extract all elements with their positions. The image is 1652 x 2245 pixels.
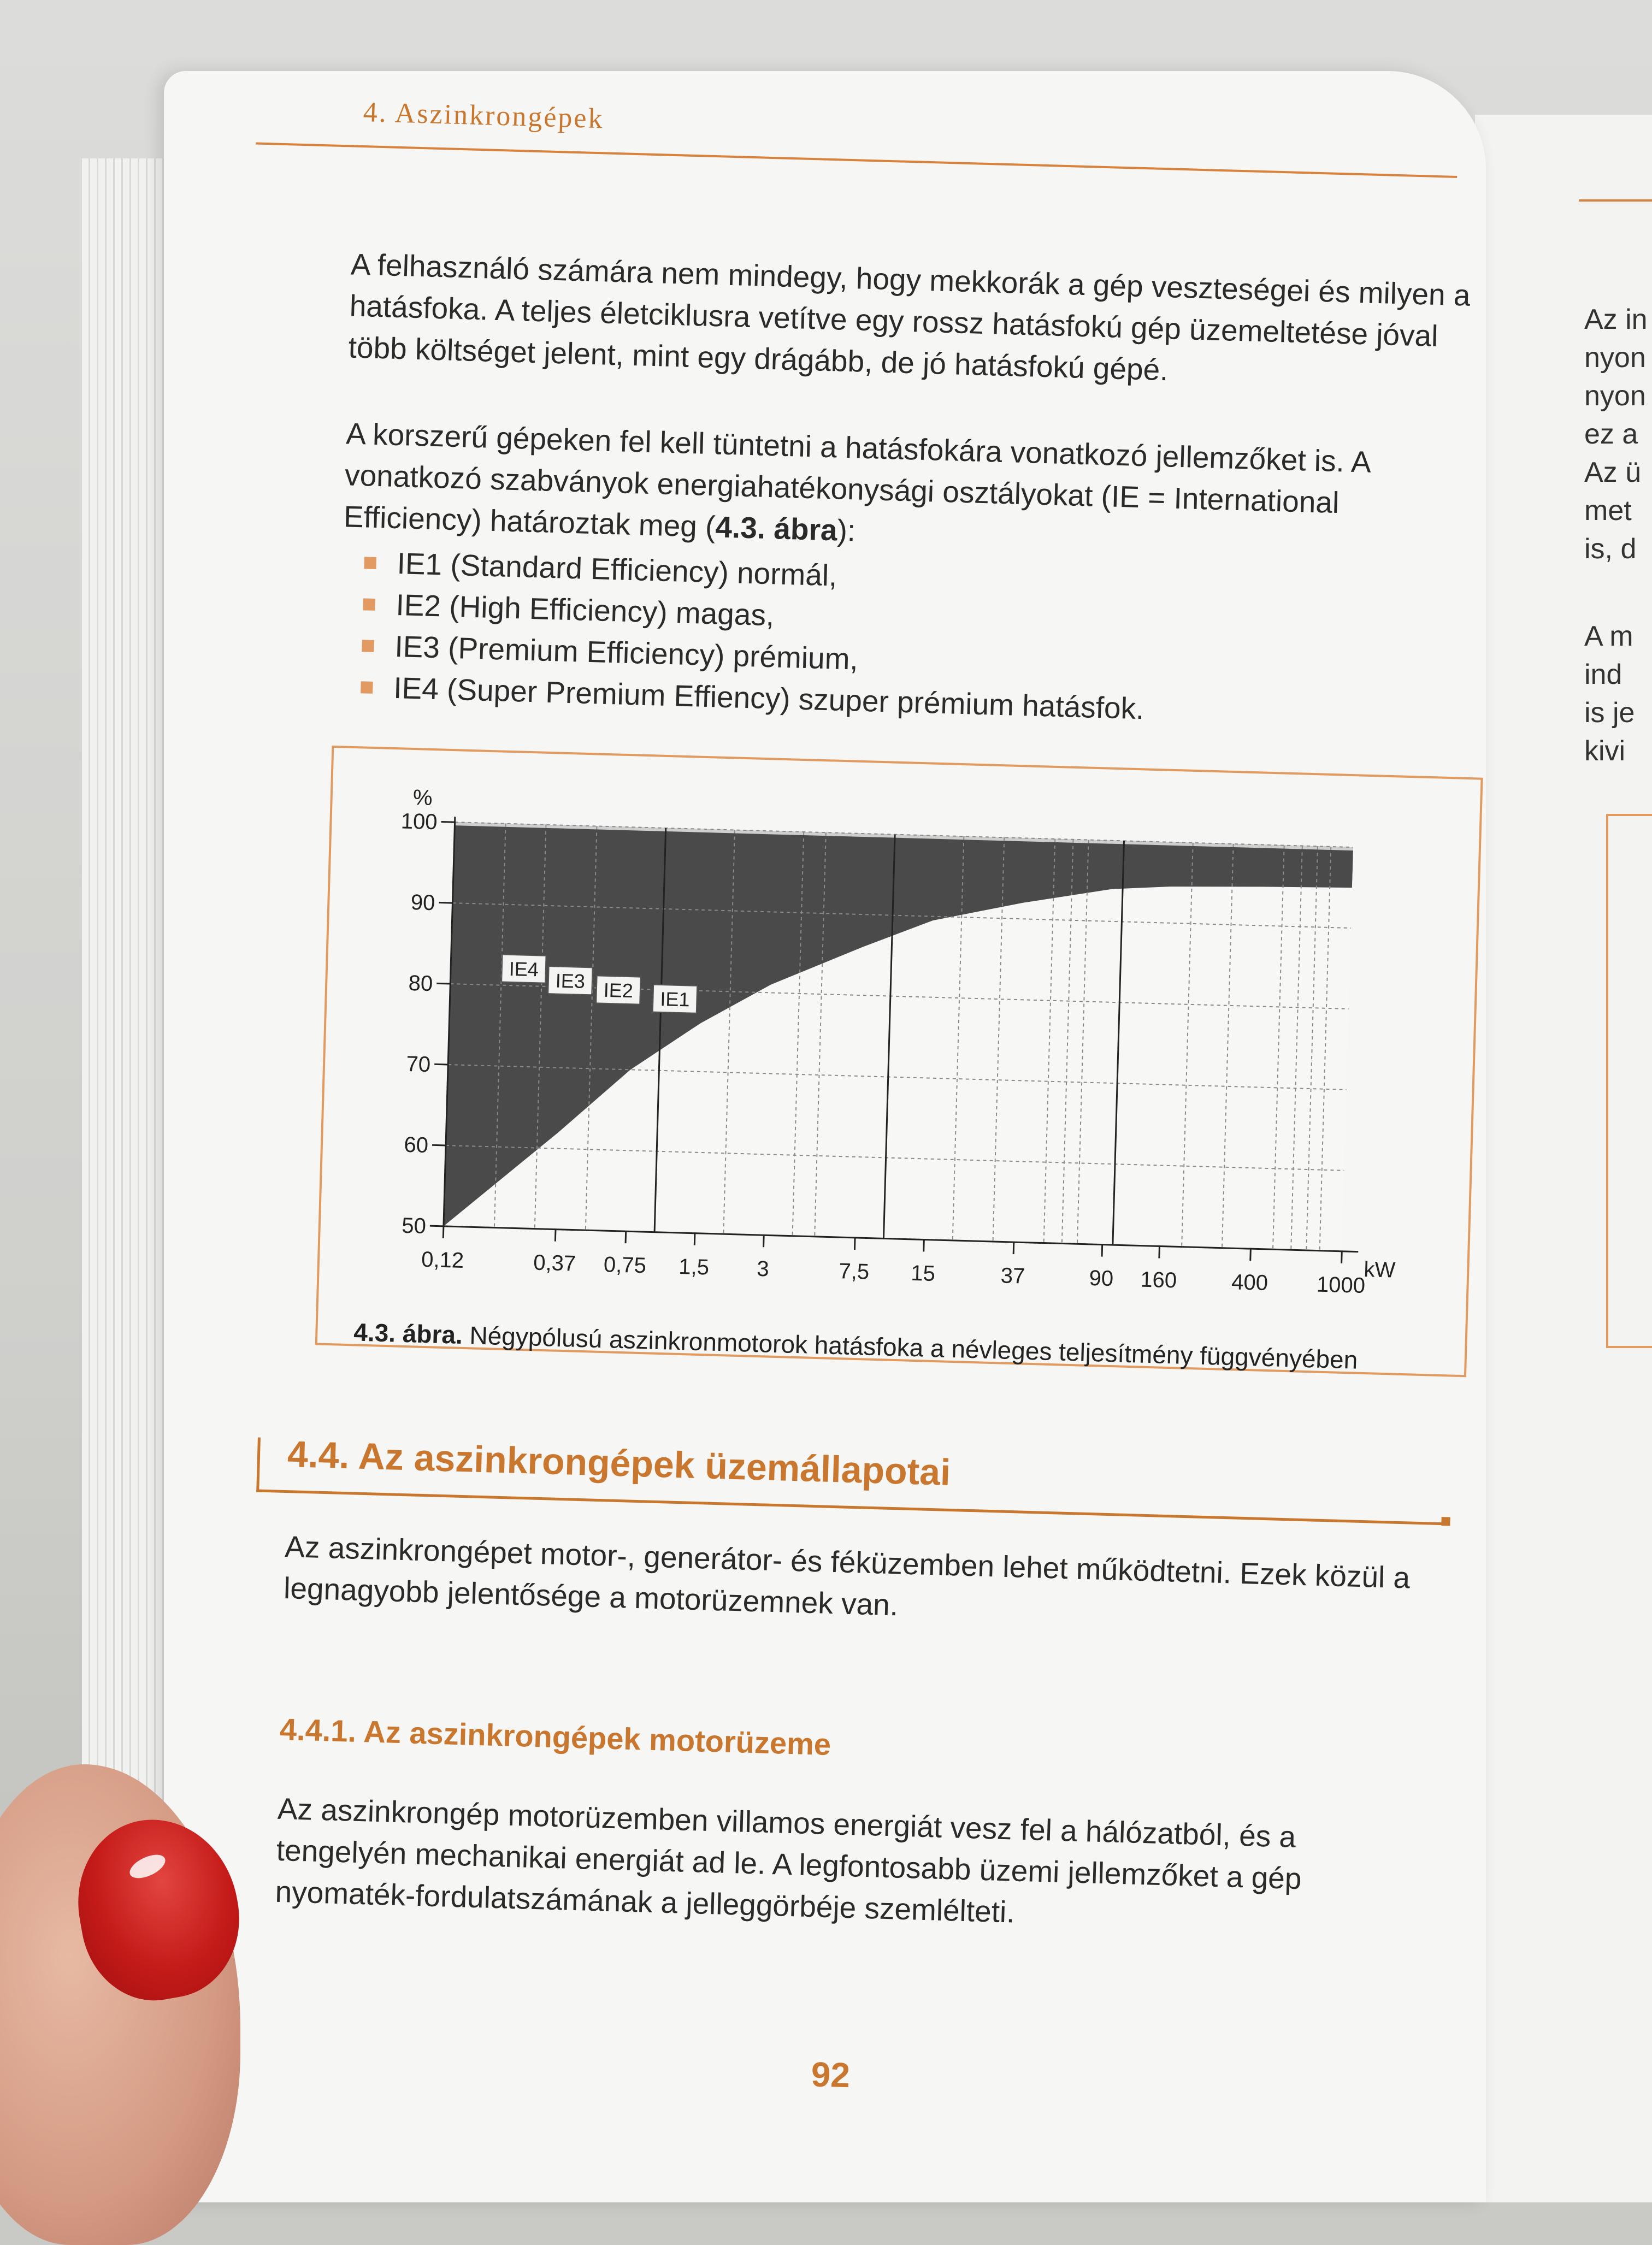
section-heading: 4.4. Az aszinkrongépek üzemállapotai [287,1433,952,1493]
list-item-text: IE1 (Standard Efficiency) normál, [396,546,838,593]
series-label: IE1 [659,987,691,1011]
section-bracket-end [1441,1517,1450,1526]
figure-reference: 4.3. ábra [715,510,838,547]
header-rule [256,143,1457,178]
bullet-square-icon [364,557,376,569]
efficiency-paragraph-end: ): [836,513,857,548]
list-item-text: IE3 (Premium Efficiency) prémium, [394,629,859,676]
y-tick-label: 80 [408,971,433,996]
ie-class-list [360,541,1148,729]
x-unit-label: kW [1363,1257,1396,1283]
x-tick [1013,1242,1014,1254]
y-tick-label: 100 [400,809,438,835]
series-label: IE4 [509,957,539,981]
caption-text: Négypólusú aszinkronmotorok hatásfoka a névleges teljesítmény függvényében [462,1320,1358,1374]
bullet-square-icon [363,598,375,611]
facing-page-text-line: A m [1584,621,1633,652]
x-tick-label: 37 [1000,1263,1025,1289]
facing-page-text-line: nyon [1584,380,1646,412]
y-tick [436,983,450,984]
x-tick-label: 1000 [1316,1272,1366,1298]
x-tick [854,1238,855,1250]
chapter-header: 4. Aszinkrongépek [362,96,605,135]
series-label: IE3 [555,969,586,992]
list-item-text: IE4 (Super Premium Effiency) szuper prémium hatásfok. [393,670,1145,726]
x-tick [555,1230,556,1242]
y-tick-label: 70 [406,1051,431,1077]
list-item-text: IE2 (High Efficiency) magas, [395,588,775,633]
facing-page-text-line: met [1584,495,1632,527]
bullet-square-icon [361,681,373,694]
subsection-heading: 4.4.1. Az aszinkrongépek motorüzeme [279,1711,831,1762]
x-tick-label: 3 [756,1256,770,1281]
x-tick-label: 0,12 [421,1247,464,1273]
figure-frame [315,746,1483,1377]
y-tick-label: 60 [403,1132,429,1158]
x-tick-label: 7,5 [838,1259,870,1284]
x-tick [694,1233,695,1245]
facing-page-text-line: ez a [1584,418,1638,450]
x-tick [1159,1246,1160,1258]
x-tick-label: 400 [1231,1270,1268,1296]
section-paragraph: Az aszinkrongépet motor-, generátor- és féküzemben lehet működtetni. Ezek közül a legnagyobb jelentősége a motorüzemnek van. [283,1529,1411,1622]
y-unit-label: % [412,785,433,811]
efficiency-paragraph-text: A korszerű gépeken fel kell tüntetni a hatásfokára vonatkozó jellemzőket is. A vonatkozó szabványok energiahatékonysági osztályokat (IE = International Efficiency) határoztak meg ( [343,416,1370,544]
x-tick-label: 90 [1089,1266,1114,1291]
y-tick [434,1064,448,1065]
facing-page-text-line: kivi [1584,735,1626,767]
facing-page-text-line: ind [1584,659,1622,690]
x-tick-label: 0,37 [533,1250,576,1276]
y-tick-label: 50 [401,1213,427,1238]
series-label: IE2 [603,978,634,1002]
x-tick-label: 1,5 [678,1254,710,1280]
x-tick-label: 15 [910,1261,936,1286]
y-tick-label: 90 [410,890,436,915]
facing-page-text-line: is je [1584,697,1635,729]
facing-page-text-line: is, d [1584,533,1637,565]
facing-page-text-line: nyon [1584,342,1646,374]
efficiency-chart [317,748,1481,1375]
x-tick [443,1226,444,1238]
intro-paragraph: A felhasználó számára nem mindegy, hogy mekkorák a gép veszteségei és milyen a hatásfoka. A teljes életciklusra vetítve egy rossz hatásfokú gép üzemeltetése jóval több költséget jelent, mint egy drágább, de jó hatásfokú gépé. [347,247,1471,387]
facing-page-text-line: Az in [1584,304,1648,335]
subsection-paragraph: Az aszinkrongép motorüzemben villamos energiát vesz fel a hálózatból, és a tengelyén mechanikai energiát ad le. A legfontosabb üzemi jellemzőket a gép nyomaték-fordulatszámának a jelleggörbéje szemlélteti. [274,1791,1302,1929]
y-tick [439,902,452,903]
x-tick-label: 160 [1140,1267,1177,1293]
x-tick [1250,1249,1251,1261]
caption-label: 4.3. ábra. [353,1318,463,1349]
page-number: 92 [810,2054,851,2095]
bullet-square-icon [362,640,374,652]
facing-page-text-line: Az ü [1584,457,1642,488]
x-tick-label: 0,75 [603,1253,647,1278]
